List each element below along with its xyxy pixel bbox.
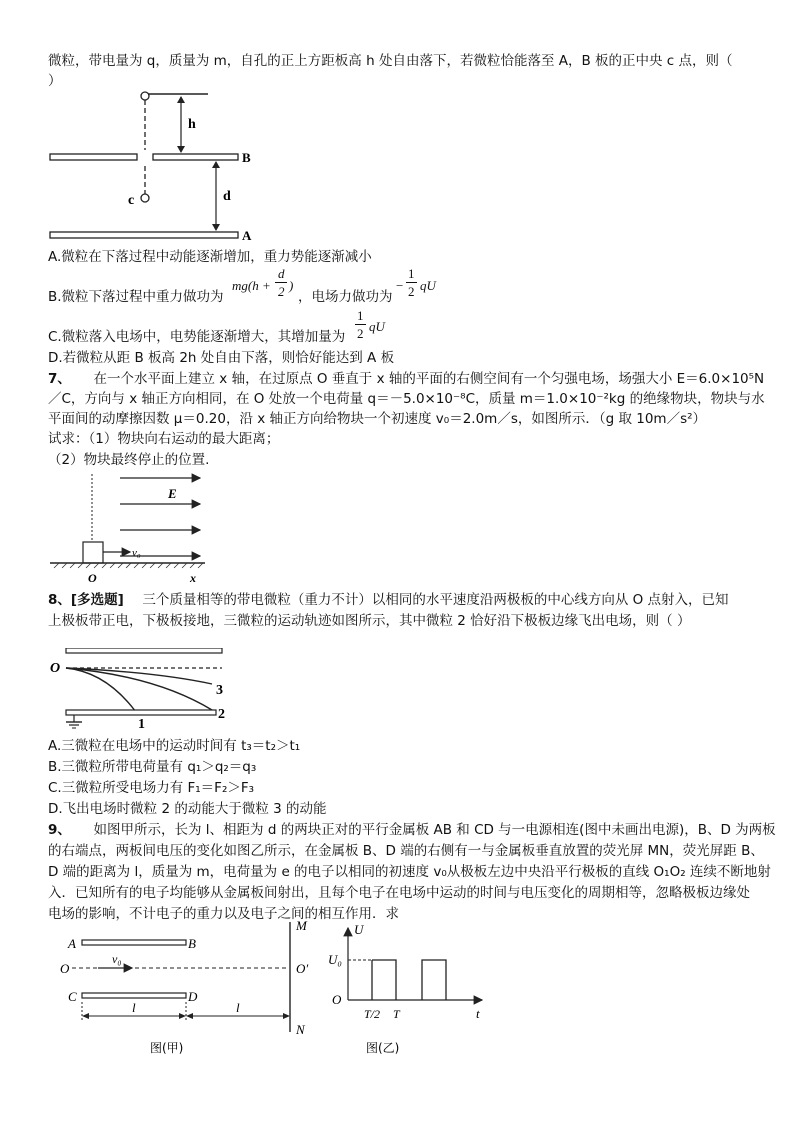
q9-line3: D 端的距离为 l，质量为 m，电荷量为 e 的电子以相同的初速度 v₀从极板左边中央沿平行极板的直线 O₁O₂ 连续不断地射 — [48, 864, 771, 880]
q7-label-O: O — [88, 571, 97, 585]
q9-label-D: D — [188, 989, 198, 1004]
q9-label-C: C — [68, 989, 77, 1004]
q9-figure-jia — [60, 918, 330, 1058]
q6-label-d: d — [223, 189, 231, 204]
q7-number: 7、 — [48, 371, 71, 387]
q6-label-A: A — [242, 228, 252, 243]
q7-label-E: E — [168, 486, 177, 501]
q9-line1: 9、 如图甲所示，长为 l、相距为 d 的两块正对的平行金属板 AB 和 CD 与一电源相连(图中未画出电源)，B、D 为两板 — [48, 822, 776, 838]
q7-label-v0: v₀ — [132, 547, 141, 559]
q8-label-1: 1 — [138, 717, 145, 730]
q7-label-x: x — [190, 571, 196, 585]
q6-stem-line2: ） — [48, 73, 62, 89]
q9-caption-yi: 图(乙) — [366, 1041, 400, 1055]
q9-label-Oprime: O′ — [296, 961, 309, 976]
q8-line2: 上极板带正电，下极板接地，三微粒的运动轨迹如图所示，其中微粒 2 恰好沿下极板边缘飞出电场，则（ ） — [48, 613, 691, 629]
q8-tag: [多选题] — [70, 592, 124, 608]
q9-line4: 入．已知所有的电子均能够从金属板间射出，且每个电子在电场中运动的时间与电压变化的周期相等，忽略极板边缘处 — [48, 885, 750, 901]
q9-label-B: B — [188, 936, 196, 951]
q6-formula-gravity-work: mg(h + d 2 ) — [232, 266, 294, 299]
q9-label-M: M — [296, 918, 307, 933]
q6-option-c-pre: C.微粒落入电场中，电势能逐渐增大，其增加量为 — [48, 329, 346, 345]
q9-label-T: T — [393, 1007, 400, 1021]
q6-option-b — [48, 288, 224, 306]
q6-option-c — [48, 328, 345, 346]
q9-line5: 电场的影响，不计电子的重力以及电子之间的相互作用．求 — [48, 906, 399, 922]
q9-label-l1: l — [132, 1000, 136, 1015]
q9-label-U: U — [354, 922, 364, 937]
q7-line3: 平面间的动摩擦因数 μ＝0.20，沿 x 轴正方向给物块一个初速度 v₀＝2.0m／s，如图所示．（g 取 10m／s²） — [48, 411, 707, 427]
q8-option-b: B.三微粒所带电荷量有 q₁＞q₂＝q₃ — [48, 759, 257, 775]
q9-label-N: N — [296, 1022, 305, 1037]
q8-label-2: 2 — [218, 707, 225, 722]
q7-line2: ／C，方向与 x 轴正方向相同，在 O 处放一个电荷量 q＝－5.0×10⁻⁸C，质量 m＝1.0×10⁻²kg 的绝缘物块，物块与水 — [48, 391, 765, 407]
q6-option-a: A.微粒在下落过程中动能逐渐增加，重力势能逐渐减小 — [48, 249, 372, 265]
q8-line1: 8、[多选题] 三个质量相等的带电微粒（重力不计）以相同的水平速度沿两极板的中心线方向从 O 点射入，已知 — [48, 592, 729, 608]
q9-label-O: O — [60, 961, 70, 976]
q8-number: 8、 — [48, 592, 71, 608]
q6-option-b-mid: ，电场力做功为 — [298, 289, 393, 305]
q9-label-A: A — [68, 936, 76, 951]
q8-option-d: D.飞出电场时微粒 2 的动能大于微粒 3 的动能 — [48, 801, 327, 817]
q7-line5: （2）物块最终停止的位置. — [48, 452, 210, 468]
q8-label-3: 3 — [216, 683, 223, 698]
q9-label-t: t — [476, 1006, 480, 1021]
q6-formula-potential-increase: 1 2 qU — [357, 308, 385, 341]
q7-line4: 试求：（1）物块向右运动的最大距离； — [48, 431, 280, 447]
q9-number: 9、 — [48, 822, 71, 838]
q6-label-c: c — [128, 193, 135, 208]
q7-line1: 7、 在一个水平面上建立 x 轴，在过原点 O 垂直于 x 轴的平面的右侧空间有一个匀强电场，场强大小 E＝6.0×10⁵N — [48, 371, 765, 387]
q6-figure — [48, 88, 268, 244]
q9-line2: 的右端点，两板间电压的变化如图乙所示，在金属板 B、D 端的右侧有一与金属板垂直放置的荧光屏 MN，荧光屏距 B、 — [48, 843, 764, 859]
q9-label-U0: U₀ — [328, 952, 342, 967]
q8-label-O: O — [50, 661, 61, 676]
q8-option-a: A.三微粒在电场中的运动时间有 t₃＝t₂＞t₁ — [48, 738, 301, 754]
q6-formula-field-work: − 1 2 qU — [396, 266, 436, 299]
q9-label-v0: v₀ — [112, 952, 122, 966]
q9-label-T2: T/2 — [364, 1007, 381, 1021]
q6-stem-line1: 微粒，带电量为 q，质量为 m，自孔的正上方距板高 h 处自由落下，若微粒恰能落至 A，B 板的正中央 c 点，则（ — [48, 53, 733, 69]
q8-figure — [46, 648, 236, 730]
q6-option-b-pre: B.微粒下落过程中重力做功为 — [48, 289, 224, 305]
q8-option-c: C.三微粒所受电场力有 F₁＝F₂＞F₃ — [48, 780, 255, 796]
q9-caption-jia: 图(甲) — [150, 1041, 184, 1055]
q6-option-d: D.若微粒从距 B 板高 2h 处自由下落，则恰好能达到 A 板 — [48, 350, 395, 366]
q6-label-h: h — [188, 117, 196, 132]
q9-label-origin: O — [332, 992, 342, 1007]
q9-figure-yi — [326, 918, 496, 1058]
q9-label-l2: l — [236, 1000, 240, 1015]
q6-label-B: B — [242, 150, 251, 165]
q7-figure — [50, 470, 210, 586]
